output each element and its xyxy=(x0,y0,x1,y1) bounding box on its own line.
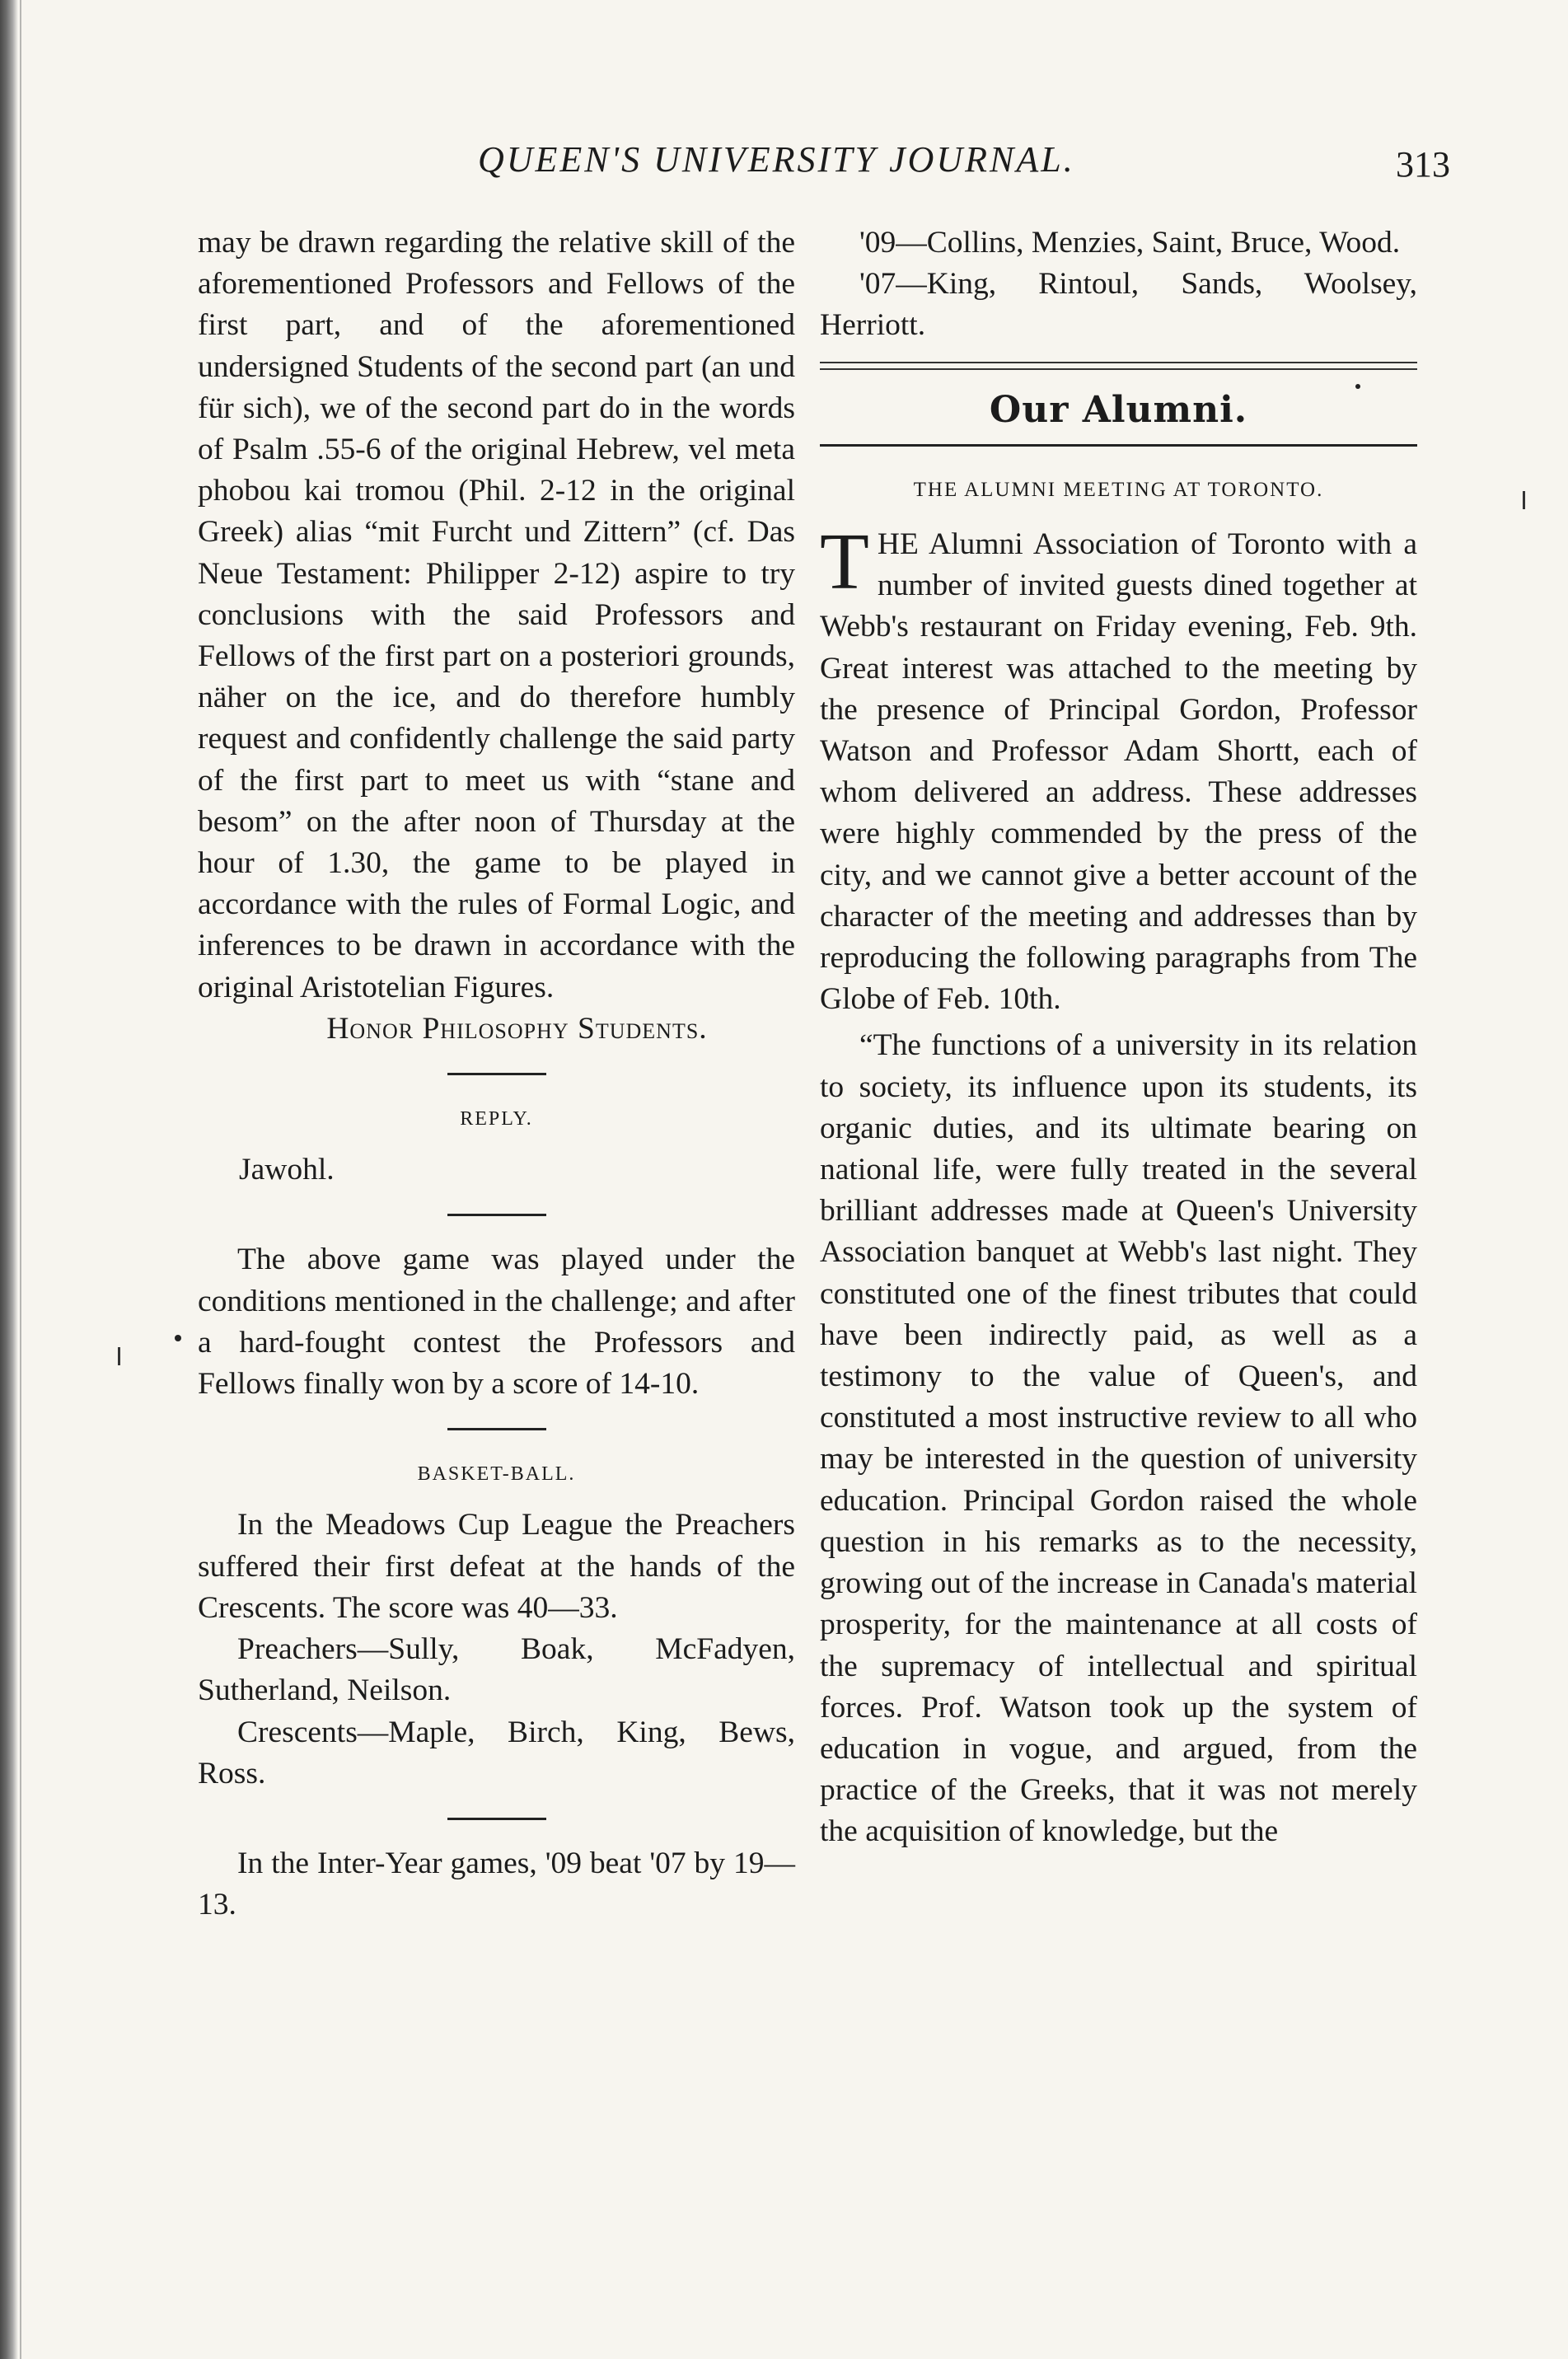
challenge-paragraph: may be drawn regarding the relative skill of the aforementioned Professors and Fellows of the first part, and of the aforementioned undersigned Students of the second part (an und für sich), we of the second part do in the words of Psalm .55-6 of the original Hebrew, vel meta phobou kai tromou (Phil. 2-12 in the original Greek) alias “mit Furcht und Zittern” (cf. Das Neue Testament: Philipper 2-12) aspire to try conclusions with the said Professors and Fellows of the first part on a posteriori grounds, näher on the ice, and do therefore humbly request and confidently challenge the said party of the first part to meet us with “stane and besom” on the after noon of Thursday at the hour of 1.30, the game to be played in accordance with the rules of Formal Logic, and inferences to be drawn in accordance with the original Aristotelian Figures. xyxy=(198,226,795,1004)
team-07-roster: '07—King, Rintoul, Sands, Woolsey, Herriott. xyxy=(820,267,1417,343)
section-divider xyxy=(447,1428,546,1430)
alumni-paragraph: HE Alumni Association of Toronto with a number of invited guests dined together at Webb's restaurant on Friday evening, Feb. 9th. Great interest was attached to the meeting by the presence of Principal Gordon, Professor Watson and Professor Adam Shortt, each of whom delivered an address. These addresses were highly commended by the press of the city, and we cannot give a better account of the character of the meeting and addresses than by reproducing the following paragraphs from The Globe of Feb. 10th. xyxy=(820,527,1417,1017)
crescents-roster: Crescents—Maple, Birch, King, Bews, Ross. xyxy=(198,1715,795,1790)
ink-speck xyxy=(1355,384,1360,389)
page-number: 313 xyxy=(1396,144,1450,185)
signature: Honor Philosophy Students. xyxy=(326,1011,708,1046)
team-09-roster: '09—Collins, Menzies, Saint, Bruce, Wood. xyxy=(859,226,1401,260)
preachers-roster: Preachers—Sully, Boak, McFadyen, Sutherland, Neilson. xyxy=(198,1632,795,1708)
result-paragraph: The above game was played under the conditions mentioned in the challenge; and after a hard-fought contest the Professors and Fellows finally won by a score of 14-10. xyxy=(198,1243,795,1402)
basketball-paragraph: In the Meadows Cup League the Preachers suffered their first defeat at the hands of the Crescents. The score was 40—33. xyxy=(198,1508,795,1625)
title-underline xyxy=(820,444,1417,447)
ink-mark xyxy=(118,1347,120,1365)
running-head: QUEEN'S UNIVERSITY JOURNAL. xyxy=(478,139,1075,180)
reply-heading: REPLY. xyxy=(460,1108,533,1130)
basketball-heading: BASKET-BALL. xyxy=(417,1463,576,1486)
reply-text: Jawohl. xyxy=(239,1153,335,1187)
section-divider xyxy=(447,1214,546,1216)
left-column xyxy=(198,222,795,1926)
double-rule-divider xyxy=(820,362,1417,370)
article-opening xyxy=(820,517,1417,1020)
globe-quote-paragraph: “The functions of a university in its relation to society, its influence upon its students, its organic duties, and its ultimate bearing on national life, were fully treated in the several brilliant addresses made at Queen's University Association banquet at Webb's last night. They constituted one of the finest tributes that could have been indirectly paid, as well as a testimony to the value of Queen's, and constituted a most instructive review to all who may be interested in the question of university education. Principal Gordon raised the whole question in his remarks as to the necessity, growing out of the increase in Canada's material prosperity, for the maintenance at all costs of the supremacy of intellectual and spiritual forces. Prof. Watson took up the system of education in vogue, and argued, from the practice of the Greeks, that it was not merely the acquisition of knowledge, but the xyxy=(820,1028,1417,1849)
right-column xyxy=(820,222,1417,1853)
page-gutter-line xyxy=(20,0,21,2359)
page-spine-shadow xyxy=(0,0,18,2359)
section-title: Our Alumni. xyxy=(989,388,1248,431)
ink-mark xyxy=(1523,491,1525,509)
section-divider xyxy=(447,1073,546,1075)
drop-cap: T xyxy=(820,517,869,607)
interyear-paragraph: In the Inter-Year games, '09 beat '07 by 19—13. xyxy=(198,1846,795,1922)
page-header xyxy=(198,138,1450,204)
article-subheading: THE ALUMNI MEETING AT TORONTO. xyxy=(913,478,1324,501)
ink-speck xyxy=(175,1335,181,1341)
section-divider xyxy=(447,1818,546,1820)
